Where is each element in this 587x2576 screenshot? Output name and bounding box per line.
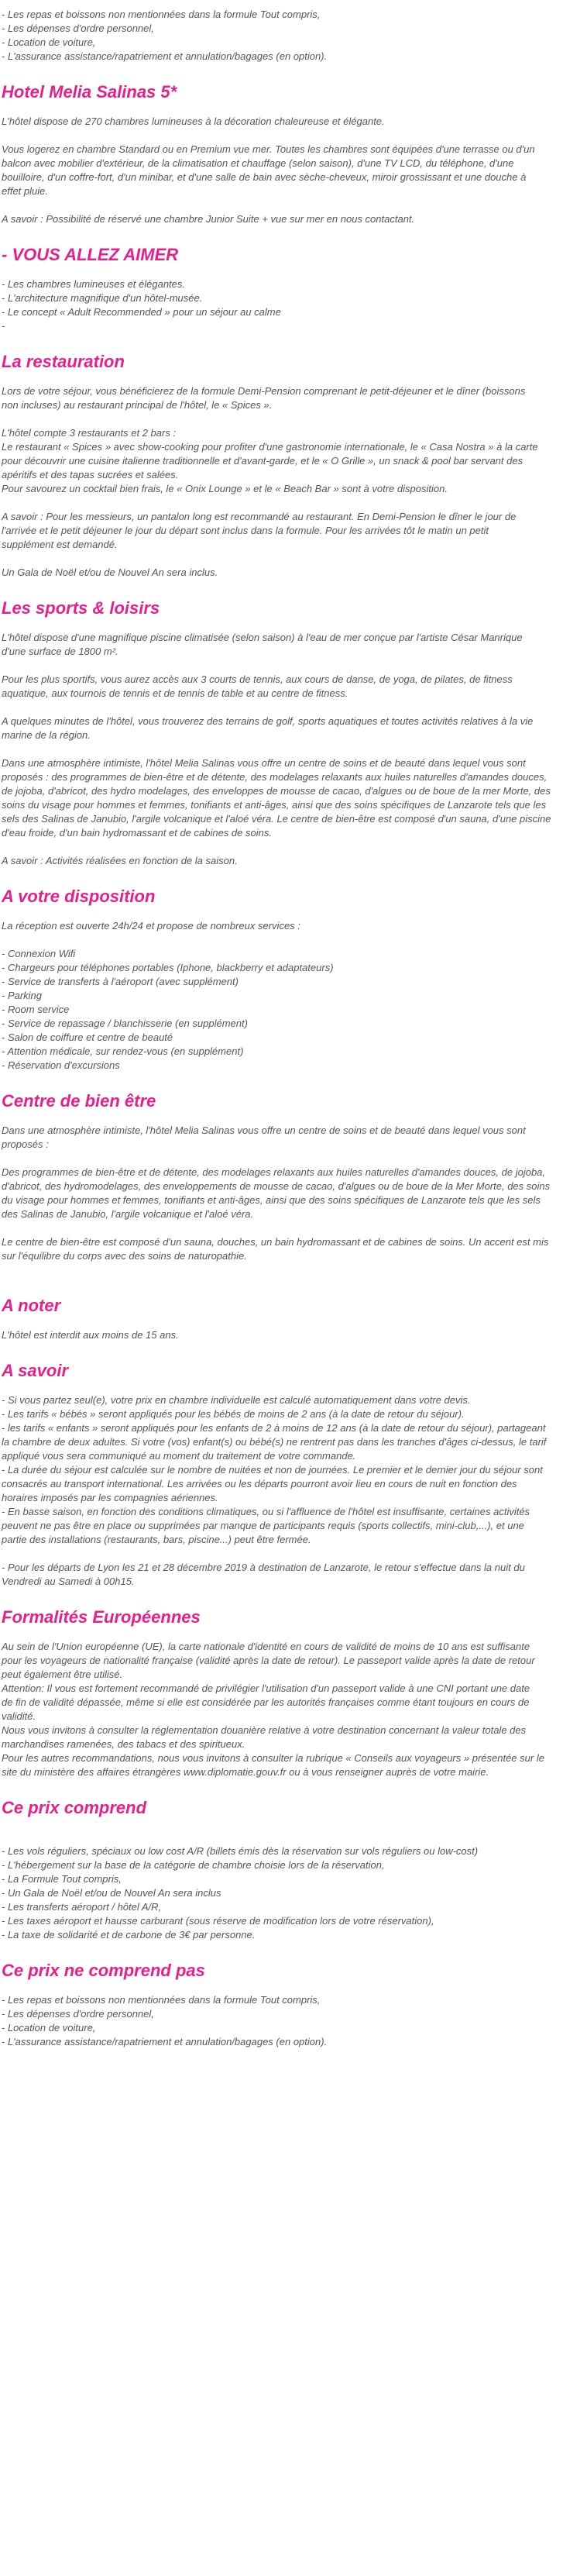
list-item: - — [2, 320, 5, 332]
list-item: - Service de transferts à l'aéroport (avec supplément) — [2, 976, 239, 987]
section-title-disposition: A votre disposition — [2, 887, 156, 906]
list-item: - Les taxes aéroport et hausse carburant (sous réserve de modification lors de votre réservation), — [2, 1915, 434, 1927]
list-item: - Les chambres lumineuses et élégantes. — [2, 278, 186, 290]
restauration-paragraph-2: L'hôtel compte 3 restaurants et 2 bars : Le restaurant « Spices » avec show-cooking pour profiter d'une gastronomie internationale, le « Casa Nostra » à la carte pour découvrir une cuisine italienne traditionnelle et d'avant-garde, et le « O Grille », un snack & pool bar servant des apéritifs et des tapas sucrées et salées. Pour savourez un cocktail bien frais, le « Onix Lounge » et le « Beach Bar » sont à votre disposition. — [2, 427, 538, 494]
disposition-intro: La réception est ouverte 24h/24 et propose de nombreux services : — [2, 920, 300, 932]
list-item: - Les transferts aéroport / hôtel A/R, — [2, 1901, 162, 1913]
list-item: - Les dépenses d'ordre personnel, — [2, 22, 154, 34]
aimer-list — [2, 277, 582, 333]
list-item: - L'hébergement sur la base de la catégorie de chambre choisie lors de la réservation, — [2, 1859, 385, 1871]
list-item: - Room service — [2, 1004, 70, 1015]
list-item: - La Formule Tout compris, — [2, 1873, 122, 1885]
sports-paragraph-1: L'hôtel dispose d'une magnifique piscine climatisée (selon saison) à l'eau de mer conçue par l'artiste César Manrique d'une surface de 1800 m². — [2, 632, 523, 657]
list-item: - Le concept « Adult Recommended » pour un séjour au calme — [2, 306, 281, 318]
list-item: - Location de voiture, — [2, 36, 96, 48]
section-title-aimer: - VOUS ALLEZ AIMER — [2, 245, 179, 264]
list-item: - Salon de coiffure et centre de beauté — [2, 1031, 173, 1043]
sports-paragraph-3: A quelques minutes de l'hôtel, vous trouverez des terrains de golf, sports aquatiques et toutes activités relatives à la vie marine de la région. — [2, 715, 534, 741]
section-title-bienetre: Centre de bien être — [2, 1091, 156, 1111]
comprend-list — [2, 1844, 582, 1942]
list-item: - L'assurance assistance/rapatriement et annulation/bagages (en option). — [2, 50, 328, 62]
list-item: - Les repas et boissons non mentionnées dans la formule Tout compris, — [2, 9, 321, 20]
sports-paragraph-4: Dans une atmosphère intimiste, l'hôtel Melia Salinas vous offre un centre de soins et de beauté dans lequel vous sont proposés : des programmes de bien-être et de détente, des modelages relaxants aux huiles naturelles d'amandes douces, de jojoba, d'abricot, des hydro modelages, des enveloppes de mousse de cacao, d'algues ou de boue de la mer Morte, des soins du visage pour hommes et femmes, tonifiants et anti-âges, ainsi que des soins spécifiques de Lanzarote tels que les sels des Salinas de Janubio, l'argile volcanique et l'aloé véra. Le centre de bien-être est composé d'un sauna, d'une piscine d'eau froide, d'un bain hydromassant et de cabines de soins. — [2, 757, 551, 839]
top-exclusions-list — [2, 8, 582, 64]
ne-comprend-list — [2, 1993, 582, 2049]
list-item: - La taxe de solidarité et de carbone de 3€ par personne. — [2, 1929, 256, 1941]
noter-text: L'hôtel est interdit aux moins de 15 ans. — [2, 1329, 179, 1341]
savoir-dates-paragraph: - Pour les départs de Lyon les 21 et 28 décembre 2019 à destination de Lanzarote, le retour s'effectue dans la nuit du Vendredi au Samedi à 00h15. — [2, 1562, 525, 1587]
restauration-gala-note: Un Gala de Noël et/ou de Nouvel An sera inclus. — [2, 567, 218, 578]
section-title-restauration: La restauration — [2, 352, 125, 371]
savoir-paragraph: - Si vous partez seul(e), votre prix en chambre individuelle est calculé automatiquement dans votre devis. - Les tarifs « bébés » seront appliqués pour les bébés de moins de 2 ans (à la date de retour du séjour). - les tarifs « enfants » seront appliqués pour les enfants de 2 à moins de 12 ans (à la date de retour du séjour), partageant la chambre de deux adultes. Si votre (vos) enfant(s) ou bébé(s) ne rentrent pas dans les tranches d'âges ci-dessus, le tarif appliqué vous sera communiqué au moment du traitement de votre commande. - La durée du séjour est calculée sur le nombre de nuitées et non de journées. Le premier et le dernier jour du séjour sont consacrés au transport international. Les arrivées ou les départs pourront avoir lieu en cours de nuit en fonction des horaires imposés par les compagnies aériennes. - En basse saison, en fonction des conditions climatiques, ou si l'affluence de l'hôtel est insuffisante, certaines activités peuvent ne pas être en place ou supprimées par manque de participants requis (sports collectifs, mini-club,...), et une partie des installations (restaurants, bars, piscine...) peut être fermée. — [2, 1394, 547, 1545]
section-title-noter: A noter — [2, 1296, 61, 1315]
list-item: - Les dépenses d'ordre personnel, — [2, 2008, 154, 2020]
section-title-formalites: Formalités Européennes — [2, 1607, 201, 1627]
section-title-hotel: Hotel Melia Salinas 5* — [2, 82, 177, 102]
list-item: - L'architecture magnifique d'un hôtel-musée. — [2, 292, 203, 304]
hotel-rooms-paragraph: Vous logerez en chambre Standard ou en Premium vue mer. Toutes les chambres sont équipées d'une terrasse ou d'un balcon avec mobilier d'extérieur, de la climatisation et chauffage (selon saison), d'une TV LCD, du téléphone, d'une bouilloire, d'un coffre-fort, d'un minibar, et d'une salle de bain avec sèche-cheveux, miroir grossissant et une douche à effet pluie. — [2, 143, 535, 197]
list-item: - Les repas et boissons non mentionnées dans la formule Tout compris, — [2, 1994, 321, 2006]
bienetre-paragraph-3: Le centre de bien-être est composé d'un sauna, douches, un bain hydromassant et de cabines de soins. Un accent est mis sur l'équilibre du corps avec des soins de naturopathie. — [2, 1236, 549, 1262]
section-title-sports: Les sports & loisirs — [2, 598, 160, 618]
section-title-comprend: Ce prix comprend — [2, 1798, 147, 1817]
list-item: - Un Gala de Noël et/ou de Nouvel An sera inclus — [2, 1887, 221, 1899]
list-item: - Réservation d'excursions — [2, 1059, 120, 1071]
list-item: - Chargeurs pour téléphones portables (Iphone, blackberry et adaptateurs) — [2, 962, 334, 973]
list-item: - Attention médicale, sur rendez-vous (en supplément) — [2, 1045, 244, 1057]
bienetre-paragraph-2: Des programmes de bien-être et de détente, des modelages relaxants aux huiles naturelles d'amandes douces, de jojoba, d'abricot, des hydromodelages, des enveloppements de mousse de cacao, d'algues ou de boue de la Mer Morte, des soins du visage pour hommes et femmes, tonifiants et anti-âges, ainsi que des soins spécifiques de Lanzarote tels que les sels des Salinas de Janubio, l'argile volcanique et l'aloé véra. — [2, 1166, 551, 1220]
services-list — [2, 947, 582, 1073]
hotel-intro: L'hôtel dispose de 270 chambres lumineuses à la décoration chaleureuse et élégante. — [2, 115, 385, 127]
sports-note: A savoir : Activités réalisées en fonction de la saison. — [2, 855, 238, 866]
list-item: - Les vols réguliers, spéciaux ou low cost A/R (billets émis dès la réservation sur vols réguliers ou low-cost) — [2, 1845, 479, 1857]
list-item: - Service de repassage / blanchisserie (en supplément) — [2, 1018, 248, 1029]
formalites-paragraph: Au sein de l'Union européenne (UE), la carte nationale d'identité en cours de validité de moins de 10 ans est suffisante pour les voyageurs de nationalité française (validité après la date de retour). Le passeport valide après la date de retour peut également être utilisé. Attention: Il vous est fortement recommandé de privilégier l'utilisation d'un passeport valide à une CNI portant une date de fin de validité dépassée, même si elle est considérée par les autorités françaises comme étant toujours en cours de validité. Nous vous invitons à consulter la réglementation douanière relative à votre destination concernant la valeur totale des marchandises ramenées, des tabacs et des spiritueux. Pour les autres recommandations, nous vous invitons à consulter la rubrique « Conseils aux voyageurs » présentée sur le site du ministère des affaires étrangères www.diplomatie.gouv.fr ou à vous renseigner auprès de votre mairie. — [2, 1641, 544, 1778]
restauration-paragraph-3: A savoir : Pour les messieurs, un pantalon long est recommandé au restaurant. En Demi-Pension le dîner le jour de l'arrivée et le petit déjeuner le jour du départ sont inclus dans la formule. Pour les arrivées tôt le matin un petit supplément est demandé. — [2, 511, 517, 550]
restauration-paragraph-1: Lors de votre séjour, vous bénéficierez de la formule Demi-Pension comprenant le petit-déjeuner et le dîner (boissons non incluses) au restaurant principal de l'hôtel, le « Spices ». — [2, 385, 526, 411]
list-item: - Location de voiture, — [2, 2022, 96, 2034]
bienetre-paragraph-1: Dans une atmosphère intimiste, l'hôtel Melia Salinas vous offre un centre de soins et de beauté dans lequel vous sont proposés : — [2, 1124, 526, 1150]
list-item: - Connexion Wifi — [2, 948, 76, 959]
list-item: - L'assurance assistance/rapatriement et annulation/bagages (en option). — [2, 2036, 328, 2047]
section-title-savoir: A savoir — [2, 1361, 69, 1380]
list-item: - Parking — [2, 990, 43, 1001]
hotel-note: A savoir : Possibilité de réservé une chambre Junior Suite + vue sur mer en nous contactant. — [2, 213, 415, 225]
section-title-ne-comprend: Ce prix ne comprend pas — [2, 1961, 205, 1980]
sports-paragraph-2: Pour les plus sportifs, vous aurez accès aux 3 courts de tennis, aux cours de danse, de yoga, de pilates, de fitness aquatique, aux tournois de tennis et de tennis de table et au centre de fitness. — [2, 673, 513, 699]
